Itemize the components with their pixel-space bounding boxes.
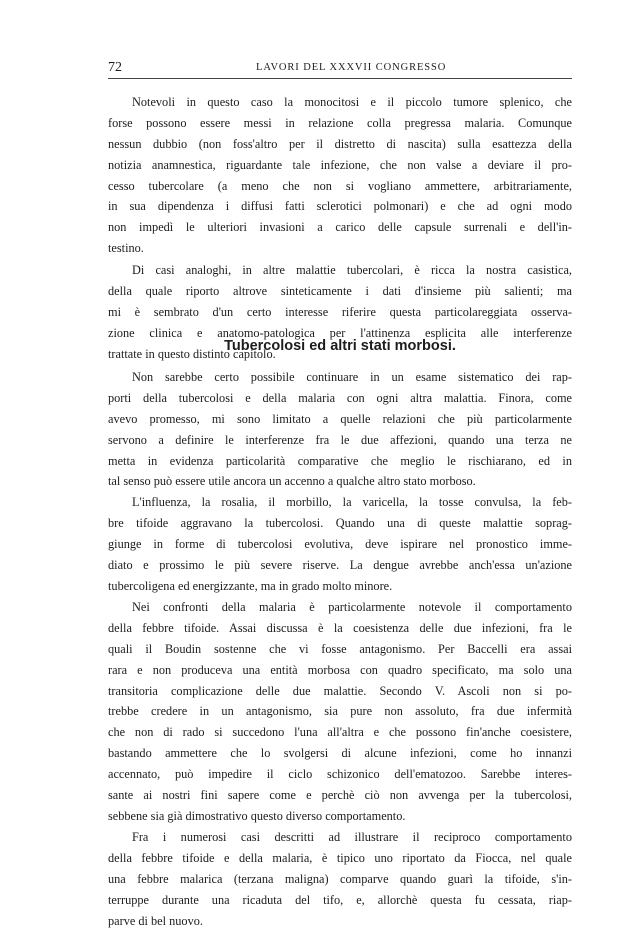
text-line: sebbene sia già dimostrativo questo diverso comportamento. (108, 808, 406, 823)
paragraph-monocitosi (108, 92, 572, 259)
text-line: quali il Boudin sostenne che vi fosse antagonismo. Per Baccelli era assai (108, 641, 572, 656)
paragraph-influenza (108, 492, 572, 596)
text-line: transitoria complicazione delle due malattie. Secondo V. Ascoli non si po- (108, 683, 572, 698)
text-line: testino. (108, 241, 144, 256)
text-line: Di casi analoghi, in altre malattie tubercolari, è ricca la nostra casistica, (132, 263, 572, 277)
text-line: che non di rado si succedono l'una all'altra e che possono fin'anche coesistere, (108, 725, 572, 740)
text-line: forse possono essere messi in relazione colla pregressa malaria. Comunque (108, 115, 572, 130)
text-line: trattate in questo distinto capitolo. (108, 346, 276, 361)
text-line: avevo promesso, mi sono limitato a quelle relazioni che più particolarmente (108, 411, 572, 426)
text-line: accennato, può impedire il ciclo schizonico dell'ematozoo. Sarebbe interes- (108, 767, 572, 782)
text-line: metta in evidenza particolarità comparative che meglio le rischiarano, ed in (108, 453, 572, 468)
text-line: Fra i numerosi casi descritti ad illustrare il reciproco comportamento (132, 830, 572, 844)
paragraph-rapporti (108, 367, 572, 492)
text-line: sante ai nostri fini sapere come e perchè ciò non avvenga per la tubercolosi, (108, 788, 572, 803)
text-line: diato e prossimo le più severe riserve. La dengue avrebbe anch'essa un'azione (108, 557, 572, 572)
text-line: non impedì le ulteriori invasioni a carico delle capsule surrenali e dell'in- (108, 220, 572, 235)
paragraph-febbre-tifoide (108, 597, 572, 827)
text-line: della febbre tifoide e della malaria, è tipico uno riportato da Fiocca, nel quale (108, 850, 572, 865)
text-line: L'influenza, la rosalia, il morbillo, la varicella, la tosse convulsa, la feb- (132, 495, 572, 509)
text-line: porti della tubercolosi e della malaria con ogni altra malattia. Finora, come (108, 390, 572, 405)
paragraph-fiocca (108, 827, 572, 931)
text-line: rara e non produceva una entità morbosa con quadro specificato, ma solo una (108, 662, 572, 677)
text-line: trebbe credere in un antagonismo, sia pure non assoluto, fra due infermità (108, 704, 572, 719)
page-header (108, 60, 572, 76)
header-rule (108, 78, 572, 79)
text-line: parve di bel nuovo. (108, 913, 203, 928)
text-line: bre tifoide aggravano la tubercolosi. Quando una di queste malattie soprag- (108, 515, 572, 530)
text-line: cesso tubercolare (a meno che non si vogliano ammettere, arbitrariamente, (108, 178, 572, 193)
text-line: Notevoli in questo caso la monocitosi e il piccolo tumore splenico, che (132, 95, 572, 109)
text-line: terruppe durante una ricaduta del tifo, e, allorchè questa fu cessata, riap- (108, 892, 572, 907)
text-line: tal senso può essere utile ancora un accenno a qualche altro stato morboso. (108, 474, 476, 489)
running-head: LAVORI DEL XXXVII CONGRESSO (256, 62, 447, 73)
text-line: notizia anamnestica, riguardante tale infezione, che non valse a deviare il pro- (108, 157, 572, 172)
text-line: della quale riporto altrove sinteticamente i dati d'insieme più salienti; ma (108, 283, 572, 298)
text-line: Nei confronti della malaria è particolarmente notevole il comportamento (132, 600, 572, 614)
text-line: servono a definire le interferenze fra le due affezioni, quando una terza ne (108, 432, 572, 447)
text-line: nessun dubbio (non foss'altro per il distretto di nascita) sulla esattezza della (108, 136, 572, 151)
text-line: giunge in forme di tubercolosi evolutiva, deve ispirare nel pronostico imme- (108, 536, 572, 551)
section-title: Tubercolosi ed altri stati morbosi. (224, 338, 456, 354)
text-line: bastando ammettere che lo svolgersi di alcune infezioni, come ho innanzi (108, 746, 572, 761)
text-line: in sua dipendenza i diffusi fatti sclerotici polmonari) e che ad ogni modo (108, 199, 572, 214)
text-line: Non sarebbe certo possibile continuare in un esame sistematico dei rap- (132, 370, 572, 384)
text-line: tubercoligena ed energizzante, ma in grado molto minore. (108, 578, 393, 593)
text-line: una febbre malarica (terzana maligna) comparve quando guarì la tifoide, s'in- (108, 871, 572, 886)
text-line: zione clinica e anatomo-patologica per l'attinenza esplicita alle interferenze (108, 325, 572, 340)
text-line: mi è sembrato d'un certo interesse riferire questa particolareggiata osserva- (108, 304, 572, 319)
page-number: 72 (108, 60, 122, 75)
text-line: della febbre tifoide. Assai discussa è la coesistenza delle due infezioni, fra le (108, 620, 572, 635)
